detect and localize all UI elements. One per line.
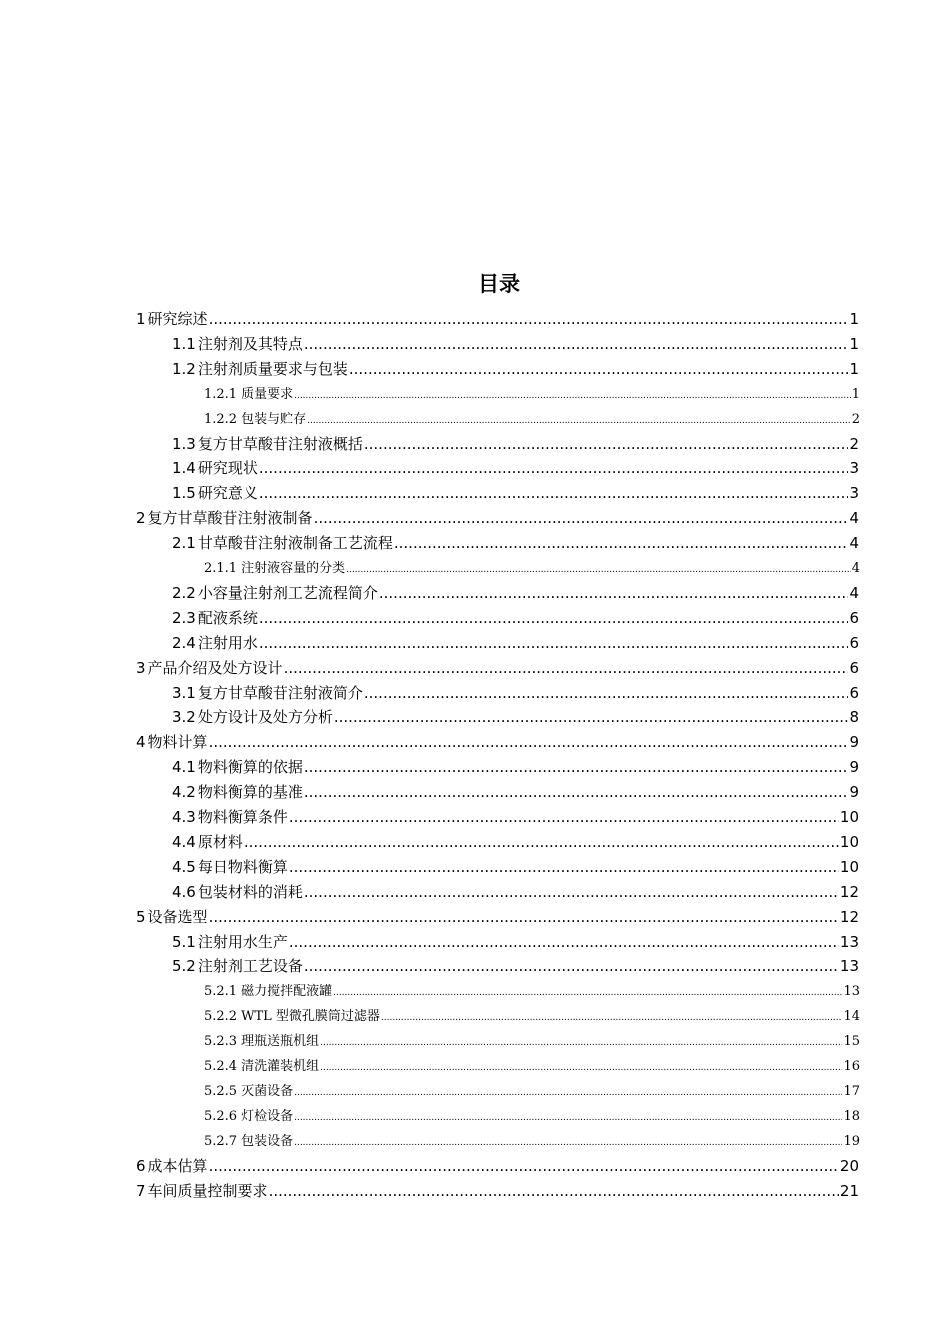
toc-dot-leader [307,416,851,426]
toc-entry-number: 1.2.1 [204,386,238,402]
toc-entry[interactable] [136,308,859,330]
toc-entry[interactable] [136,1180,859,1202]
toc-entry-page: 6 [849,633,859,652]
toc-entry-page: 19 [843,1133,860,1149]
toc-entry[interactable] [172,482,859,504]
toc-entry[interactable] [204,1005,860,1027]
toc-entry-number: 3.2 [172,708,196,727]
toc-entry-number: 1.1 [172,334,196,353]
toc-dot-leader [294,1138,842,1148]
toc-dot-leader [259,634,849,652]
toc-entry-number: 1.4 [172,459,196,478]
toc-entry-title: 每日物料衡算 [197,857,288,876]
toc-entry-page: 1 [849,334,859,353]
toc-entry[interactable] [172,582,859,604]
toc-dot-leader [320,1063,842,1073]
toc-entry-title: 理瓶送瓶机组 [241,1034,320,1050]
toc-entry[interactable] [172,682,859,704]
toc-entry-number: 1.2.2 [204,411,238,427]
toc-entry-number: 1.3 [172,434,196,453]
toc-entry-number: 5 [136,907,146,926]
toc-dot-leader [394,534,849,552]
toc-entry-title: 产品介绍及处方设计 [147,658,283,677]
toc-entry-number: 4.4 [172,832,196,851]
toc-entry-title: 物料衡算的基准 [197,783,303,802]
toc-entry-number: 4.3 [172,808,196,826]
toc-entry-page: 4 [849,583,859,602]
toc-entry-number: 4 [136,733,146,752]
toc-dot-leader [209,733,849,751]
toc-entry-page: 16 [843,1059,860,1074]
toc-dot-leader [314,509,849,527]
toc-entry-title: 处方设计及处方分析 [197,708,333,727]
toc-entry[interactable] [172,856,859,878]
toc-entry-title: 复方甘草酸苷注射液简介 [197,683,363,702]
toc-dot-leader [381,1013,843,1023]
toc-entry-page: 4 [851,561,860,576]
toc-dot-leader [320,1038,842,1048]
toc-entry-page: 14 [843,1009,860,1025]
toc-entry-title: 物料衡算条件 [197,808,288,826]
toc-entry[interactable] [172,955,859,977]
toc-entry-number: 3 [136,658,146,677]
toc-entry-title: 配液系统 [197,608,258,627]
toc-dot-leader [294,391,851,401]
toc-entry-page: 3 [849,484,859,503]
toc-dot-leader [259,609,849,627]
toc-entry-title: 物料计算 [147,733,208,752]
toc-entry-page: 10 [839,857,859,876]
toc-entry[interactable] [172,831,859,853]
toc-entry-title: 清洗灌装机组 [241,1059,320,1074]
toc-dot-leader [304,758,849,776]
toc-dot-leader [289,933,839,951]
toc-dot-leader [379,584,849,602]
toc-entry-number: 5.2 [172,957,196,976]
toc-entry[interactable] [136,1155,859,1177]
toc-entry-number: 2.1.1 [204,561,238,576]
toc-dot-leader [284,659,849,677]
toc-entry-title: 注射剂质量要求与包装 [197,359,348,378]
toc-entry[interactable] [172,806,859,828]
toc-entry-number: 6 [136,1156,146,1175]
toc-dot-leader [269,1182,839,1200]
toc-dot-leader [259,459,849,477]
toc-entry-number: 4.6 [172,882,196,901]
toc-entry[interactable] [204,1130,860,1152]
toc-entry[interactable] [204,1030,860,1052]
toc-entry[interactable] [172,532,859,554]
toc-dot-leader [209,1157,839,1175]
toc-entry-page: 4 [849,534,859,553]
toc-entry-page: 12 [839,882,859,901]
toc-entry-page: 2 [849,434,859,453]
toc-dot-leader [349,360,849,378]
toc-dot-leader [364,435,849,453]
toc-entry-title: 车间质量控制要求 [147,1181,268,1200]
toc-entry[interactable] [136,657,859,679]
toc-entry-page: 1 [849,359,859,378]
toc-entry-page: 13 [839,957,859,976]
toc-entry-page: 20 [839,1156,859,1175]
toc-entry-number: 5.2.7 [204,1133,238,1149]
toc-entry-page: 9 [849,783,859,802]
toc-entry-title: 灭菌设备 [241,1083,294,1099]
toc-entry-page: 9 [849,758,859,777]
toc-entry-title: 包装材料的消耗 [197,882,303,901]
toc-entry-number: 5.2.3 [204,1034,238,1050]
toc-entry-title: 包装设备 [241,1133,294,1149]
toc-entry-page: 13 [843,984,860,1000]
toc-entry[interactable] [136,507,859,529]
toc-entry[interactable] [172,756,859,778]
toc-entry-title: 甘草酸苷注射液制备工艺流程 [197,534,393,553]
toc-entry-page: 21 [839,1181,859,1200]
toc-dot-leader [244,833,839,851]
toc-dot-leader [304,957,839,975]
toc-entry-page: 8 [849,708,859,727]
toc-entry[interactable] [172,607,859,629]
toc-entry-title: 磁力搅拌配液罐 [241,984,333,1000]
toc-entry-title: 包装与贮存 [241,411,307,427]
toc-entry[interactable] [172,931,859,953]
toc-entry-page: 6 [849,658,859,677]
toc-entry-title: 注射剂工艺设备 [197,957,303,976]
toc-entry[interactable] [204,383,860,405]
toc-entry-title: 灯检设备 [241,1108,294,1124]
toc-entry-number: 4.2 [172,783,196,802]
toc-entry-number: 2.4 [172,633,196,652]
toc-entry-title: 注射剂及其特点 [197,334,303,353]
toc-dot-leader [333,988,842,998]
toc-entry[interactable] [204,980,860,1002]
toc-entry-page: 3 [849,459,859,478]
toc-entry-number: 7 [136,1181,146,1200]
toc-dot-leader [304,335,849,353]
toc-entry-title: 质量要求 [241,386,294,402]
toc-entry[interactable] [172,457,859,479]
toc-dot-leader [209,908,839,926]
toc-entry-page: 18 [843,1108,860,1124]
toc-entry-number: 5.2.6 [204,1108,238,1124]
toc-entry-page: 10 [839,808,859,826]
toc-entry-page: 6 [849,683,859,702]
toc-dot-leader [289,808,839,826]
toc-dot-leader [304,783,849,801]
toc-entry-page: 2 [851,411,860,427]
toc-entry[interactable] [172,781,859,803]
toc-entry-title: 注射液容量的分类 [241,561,346,576]
toc-dot-leader [294,1113,842,1123]
toc-entry[interactable] [204,1105,860,1127]
toc-entry[interactable] [136,906,859,928]
toc-dot-leader [364,684,849,702]
toc-entry-page: 13 [839,932,859,951]
toc-entry-number: 4.1 [172,758,196,777]
toc-entry[interactable] [204,408,860,430]
toc-entry-number: 4.5 [172,857,196,876]
toc-entry[interactable] [172,333,859,355]
toc-dot-leader [346,565,851,575]
toc-entry[interactable] [172,881,859,903]
toc-entry-page: 4 [849,509,859,528]
toc-entry-title: 注射用水生产 [197,932,288,951]
toc-entry-number: 2.2 [172,583,196,602]
toc-entry-title: 复方甘草酸苷注射液制备 [147,509,313,528]
toc-entry-page: 9 [849,733,859,752]
toc-entry[interactable] [204,1055,860,1077]
toc-entry-page: 1 [851,386,860,402]
toc-entry[interactable] [172,433,859,455]
toc-entry-page: 10 [839,832,859,851]
toc-dot-leader [294,1088,842,1098]
toc-dot-leader [209,310,849,328]
toc-entry-title: 注射用水 [197,633,258,652]
toc-entry-title: 成本估算 [147,1156,208,1175]
toc-entry-number: 2 [136,509,146,528]
toc-entry-title: 小容量注射剂工艺流程简介 [197,583,378,602]
toc-entry-title: 研究综述 [147,310,208,328]
toc-entry[interactable] [172,358,859,380]
toc-entry-number: 1 [136,310,146,328]
toc-entry-number: 2.1 [172,534,196,553]
toc-entry-page: 1 [849,310,859,328]
toc-entry-number: 5.2.5 [204,1083,238,1099]
toc-dot-leader [289,858,839,876]
toc-title: 目录 [478,272,520,296]
toc-entry[interactable] [172,706,859,728]
toc-entry-title: 复方甘草酸苷注射液概括 [197,434,363,453]
toc-entry[interactable] [204,1080,860,1102]
toc-entry-number: 5.2.1 [204,984,238,1000]
toc-entry-title: WTL 型微孔膜筒过滤器 [241,1009,380,1025]
toc-dot-leader [259,484,849,502]
toc-entry-number: 5.2.4 [204,1059,238,1074]
toc-entry-title: 原材料 [197,832,243,851]
toc-entry[interactable] [172,632,859,654]
toc-entry-number: 1.5 [172,484,196,503]
toc-entry-page: 15 [843,1034,860,1050]
toc-dot-leader [304,883,839,901]
toc-entry-number: 5.2.2 [204,1009,238,1025]
toc-entry-page: 17 [843,1083,860,1099]
toc-entry-number: 3.1 [172,683,196,702]
toc-entry-page: 12 [839,907,859,926]
toc-entry[interactable] [204,557,860,579]
toc-entry-title: 设备选型 [147,907,208,926]
toc-entry-title: 物料衡算的依据 [197,758,303,777]
toc-entry-title: 研究意义 [197,484,258,503]
toc-entry[interactable] [136,731,859,753]
toc-entry-number: 2.3 [172,608,196,627]
toc-entry-number: 5.1 [172,932,196,951]
toc-entry-page: 6 [849,608,859,627]
toc-entry-title: 研究现状 [197,459,258,478]
toc-entry-number: 1.2 [172,359,196,378]
toc-dot-leader [334,708,849,726]
